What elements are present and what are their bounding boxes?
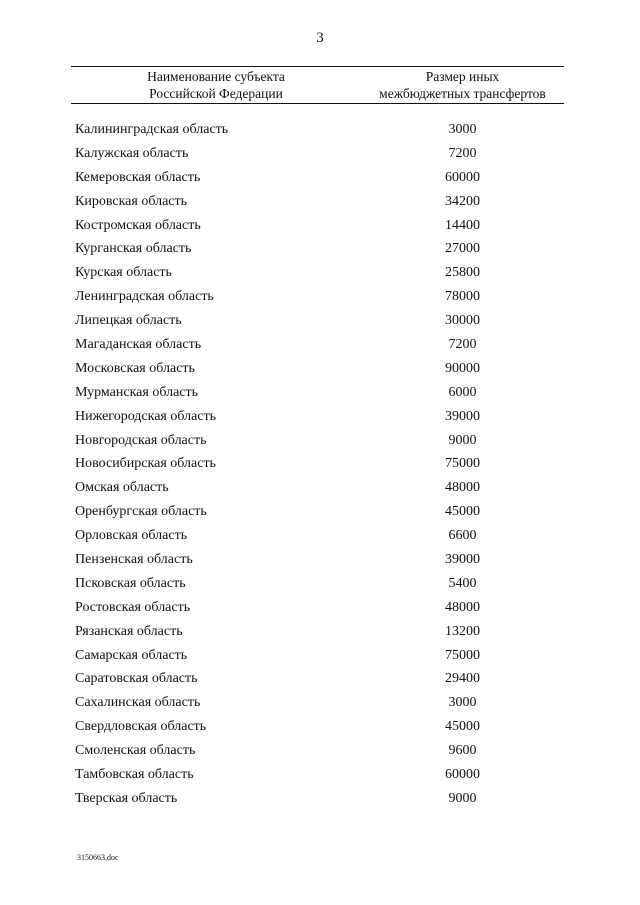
header-value-line1: Размер иных: [425, 69, 500, 84]
subject-name: Свердловская область: [75, 719, 207, 735]
table-row: [71, 524, 564, 548]
subject-name: Костромская область: [75, 217, 201, 233]
header-subject-line1: Наименование субъекта: [147, 69, 285, 84]
table-row: [71, 429, 564, 453]
subject-name: Псковская область: [75, 575, 186, 591]
subject-name: Пензенская область: [75, 551, 193, 567]
header-transfer-size: [361, 67, 564, 103]
table-row: [71, 691, 564, 715]
table-row: [71, 166, 564, 190]
table-row: [71, 500, 564, 524]
transfer-amount: 48000: [445, 599, 480, 615]
document-filename: 3150663.doc: [77, 853, 119, 862]
table-row: [71, 237, 564, 261]
subject-name: Орловская область: [75, 528, 188, 544]
transfer-amount: 29400: [445, 671, 480, 687]
subject-name: Магаданская область: [75, 336, 202, 352]
subject-name: Тверская область: [75, 790, 178, 806]
table-row: [71, 309, 564, 333]
table-row: [71, 405, 564, 429]
table-row: [71, 620, 564, 644]
header-subject-name: [71, 67, 361, 103]
subject-name: Кировская область: [75, 193, 188, 209]
table-row: [71, 476, 564, 500]
transfer-amount: 6000: [448, 384, 477, 400]
transfers-table: [71, 66, 564, 811]
subject-name: Омская область: [75, 480, 169, 496]
transfer-amount: 7200: [448, 336, 477, 352]
subject-name: Новгородская область: [75, 432, 207, 448]
subject-name: Смоленская область: [75, 743, 196, 759]
transfer-amount: 27000: [445, 241, 480, 257]
table-row: [71, 644, 564, 668]
transfer-amount: 3000: [448, 695, 477, 711]
table-row: [71, 357, 564, 381]
transfer-amount: 30000: [445, 313, 480, 329]
page-number: 3: [316, 30, 324, 46]
table-row: [71, 596, 564, 620]
transfer-amount: 75000: [445, 647, 480, 663]
transfer-amount: 3000: [448, 121, 477, 137]
table-row: [71, 548, 564, 572]
subject-name: Ростовская область: [75, 599, 191, 615]
table-row: [71, 381, 564, 405]
subject-name: Московская область: [75, 360, 195, 376]
table-row: [71, 333, 564, 357]
subject-name: Оренбургская область: [75, 504, 207, 520]
table-body: [71, 118, 564, 811]
subject-name: Кемеровская область: [75, 169, 201, 185]
table-row: [71, 452, 564, 476]
transfer-amount: 6600: [448, 528, 477, 544]
table-row: [71, 739, 564, 763]
transfer-amount: 45000: [445, 719, 480, 735]
transfer-amount: 25800: [445, 265, 480, 281]
transfer-amount: 34200: [445, 193, 480, 209]
subject-name: Ленинградская область: [75, 289, 214, 305]
transfer-amount: 9000: [448, 432, 477, 448]
transfer-amount: 78000: [445, 289, 480, 305]
header-subject-line2: Российской Федерации: [149, 86, 283, 101]
table-row: [71, 142, 564, 166]
table-row: [71, 118, 564, 142]
subject-name: Саратовская область: [75, 671, 198, 687]
subject-name: Рязанская область: [75, 623, 183, 639]
transfer-amount: 90000: [445, 360, 480, 376]
transfer-amount: 39000: [445, 408, 480, 424]
subject-name: Сахалинская область: [75, 695, 201, 711]
transfer-amount: 9600: [448, 743, 477, 759]
transfer-amount: 7200: [448, 145, 477, 161]
table-row: [71, 214, 564, 238]
transfer-amount: 39000: [445, 551, 480, 567]
transfer-amount: 48000: [445, 480, 480, 496]
subject-name: Новосибирская область: [75, 456, 216, 472]
subject-name: Нижегородская область: [75, 408, 217, 424]
subject-name: Мурманская область: [75, 384, 199, 400]
transfer-amount: 9000: [448, 790, 477, 806]
transfer-amount: 14400: [445, 217, 480, 233]
table-row: [71, 667, 564, 691]
subject-name: Курганская область: [75, 241, 192, 257]
subject-name: Курская область: [75, 265, 172, 281]
subject-name: Калужская область: [75, 145, 189, 161]
transfer-amount: 60000: [445, 169, 480, 185]
transfer-amount: 5400: [448, 575, 477, 591]
table-row: [71, 261, 564, 285]
table-row: [71, 190, 564, 214]
table-row: [71, 763, 564, 787]
transfer-amount: 75000: [445, 456, 480, 472]
transfer-amount: 45000: [445, 504, 480, 520]
table-row: [71, 787, 564, 811]
header-value-line2: межбюджетных трансфертов: [379, 86, 546, 101]
table-header: [71, 66, 564, 104]
transfer-amount: 13200: [445, 623, 480, 639]
subject-name: Липецкая область: [75, 313, 182, 329]
subject-name: Тамбовская область: [75, 766, 194, 782]
table-row: [71, 285, 564, 309]
subject-name: Калининградская область: [75, 121, 229, 137]
subject-name: Самарская область: [75, 647, 188, 663]
table-row: [71, 715, 564, 739]
transfer-amount: 60000: [445, 766, 480, 782]
table-row: [71, 572, 564, 596]
